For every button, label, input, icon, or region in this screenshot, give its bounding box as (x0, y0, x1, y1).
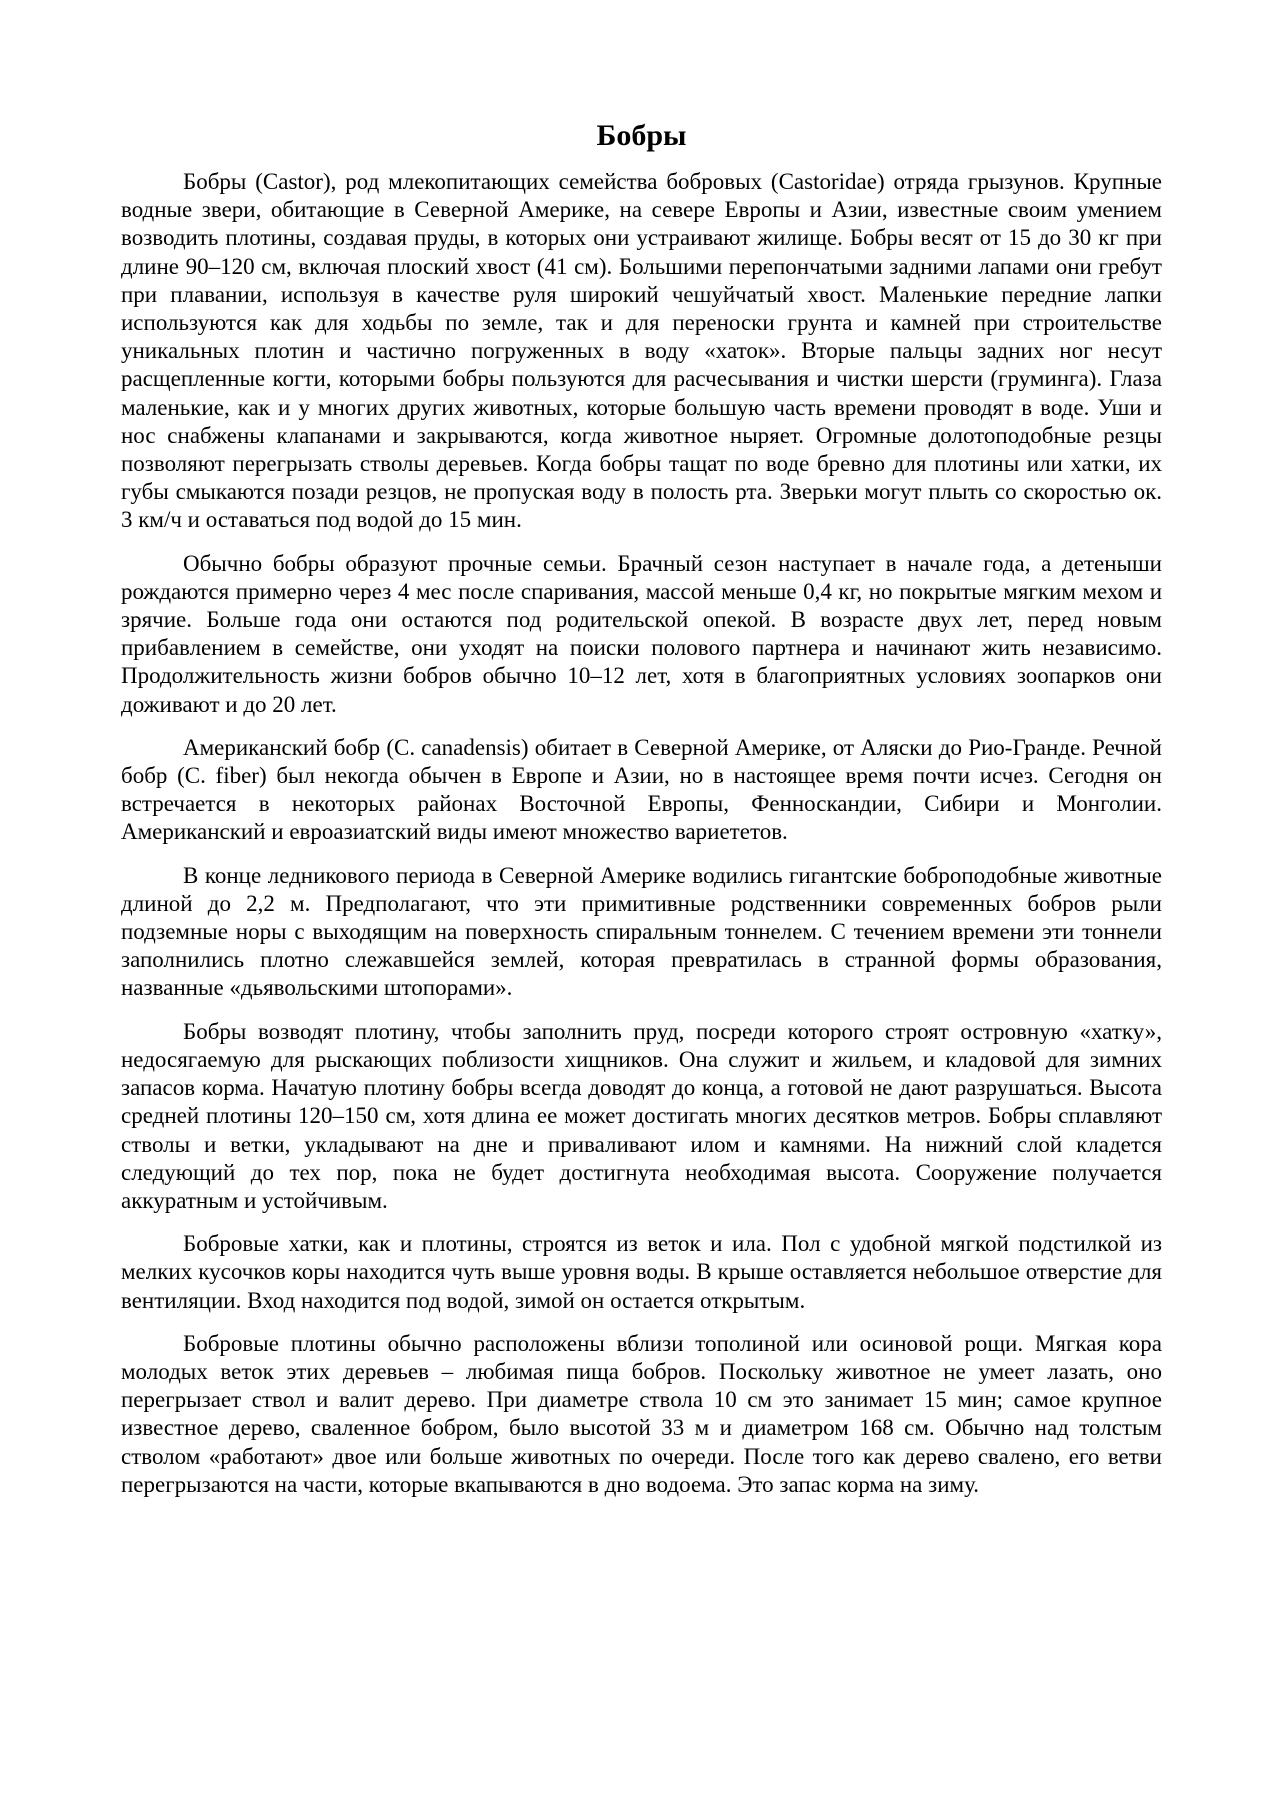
paragraph-7: Бобровые плотины обычно расположены вблизи тополиной или осиновой рощи. Мягкая кора молодых веток этих деревьев – любимая пища бобров. Поскольку животное не умеет лазать, оно перегрызает ствол и валит дерево. При диаметре ствола 10 см это занимает 15 мин; самое крупное известное дерево, сваленное бобром, было высотой 33 м и диаметром 168 см. Обычно над толстым стволом «работают» двое или больше животных по очереди. После того как дерево свалено, его ветви перегрызаются на части, которые вкапываются в дно водоема. Это запас корма на зиму. (121, 1330, 1162, 1497)
document-page (121, 118, 1162, 1514)
document-title: Бобры (596, 119, 687, 152)
paragraph-1: Бобры (Castor), род млекопитающих семейства бобровых (Castoridae) отряда грызунов. Крупные водные звери, обитающие в Северной Америке, на севере Европы и Азии, известные своим умением возводить плотины, создавая пруды, в которых они устраивают жилище. Бобры весят от 15 до 30 кг при длине 90–120 см, включая плоский хвост (41 см). Большими перепончатыми задними лапами они гребут при плавании, используя в качестве руля широкий чешуйчатый хвост. Маленькие передние лапки используются как для ходьбы по земле, так и для переноски грунта и камней при строительстве уникальных плотин и частично погруженных в воду «хаток». Вторые пальцы задних ног несут расщепленные когти, которыми бобры пользуются для расчесывания и чистки шерсти (груминга). Глаза маленькие, как и у многих других животных, которые большую часть времени проводят в воде. Уши и нос снабжены клапанами и закрываются, когда животное ныряет. Огромные долотоподобные резцы позволяют перегрызать стволы деревьев. Когда бобры тащат по воде бревно для плотины или хатки, их губы смыкаются позади резцов, не пропуская воду в полость рта. Зверьки могут плыть со скоростью ок. 3 км/ч и оставаться под водой до 15 мин. (121, 169, 1162, 533)
paragraph-5: Бобры возводят плотину, чтобы заполнить пруд, посреди которого строят островную «хатку», недосягаемую для рыскающих поблизости хищников. Она служит и жильем, и кладовой для зимних запасов корма. Начатую плотину бобры всегда доводят до конца, а готовой не дают разрушаться. Высота средней плотины 120–150 см, хотя длина ее может достигать многих десятков метров. Бобры сплавляют стволы и ветки, укладывают на дне и приваливают илом и камнями. На нижний слой кладется следующий до тех пор, пока не будет достигнута необходимая высота. Сооружение получается аккуратным и устойчивым. (121, 1018, 1162, 1213)
paragraph-3: Американский бобр (C. canadensis) обитает в Северной Америке, от Аляски до Рио-Гранде. Речной бобр (C. fiber) был некогда обычен в Европе и Азии, но в настоящее время почти исчез. Сегодня он встречается в некоторых районах Восточной Европы, Фенноскандии, Сибири и Монголии. Американский и евроазиатский виды имеют множество вариететов. (121, 734, 1162, 845)
paragraph-4: В конце ледникового периода в Северной Америке водились гигантские боброподобные животные длиной до 2,2 м. Предполагают, что эти примитивные родственники современных бобров рыли подземные норы с выходящим на поверхность спиральным тоннелем. С течением времени эти тоннели заполнились плотно слежавшейся землей, которая превратилась в странной формы образования, названные «дьявольскими штопорами». (121, 862, 1162, 1001)
paragraph-6: Бобровые хатки, как и плотины, строятся из веток и ила. Пол с удобной мягкой подстилкой из мелких кусочков коры находится чуть выше уровня воды. В крыше оставляется небольшое отверстие для вентиляции. Вход находится под водой, зимой он остается открытым. (121, 1231, 1162, 1313)
paragraph-2: Обычно бобры образуют прочные семьи. Брачный сезон наступает в начале года, а детеныши рождаются примерно через 4 мес после спаривания, массой меньше 0,4 кг, но покрытые мягким мехом и зрячие. Больше года они остаются под родительской опекой. В возрасте двух лет, перед новым прибавлением в семействе, они уходят на поиски полового партнера и начинают жить независимо. Продолжительность жизни бобров обычно 10–12 лет, хотя в благоприятных условиях зоопарков они доживают и до 20 лет. (121, 550, 1162, 717)
